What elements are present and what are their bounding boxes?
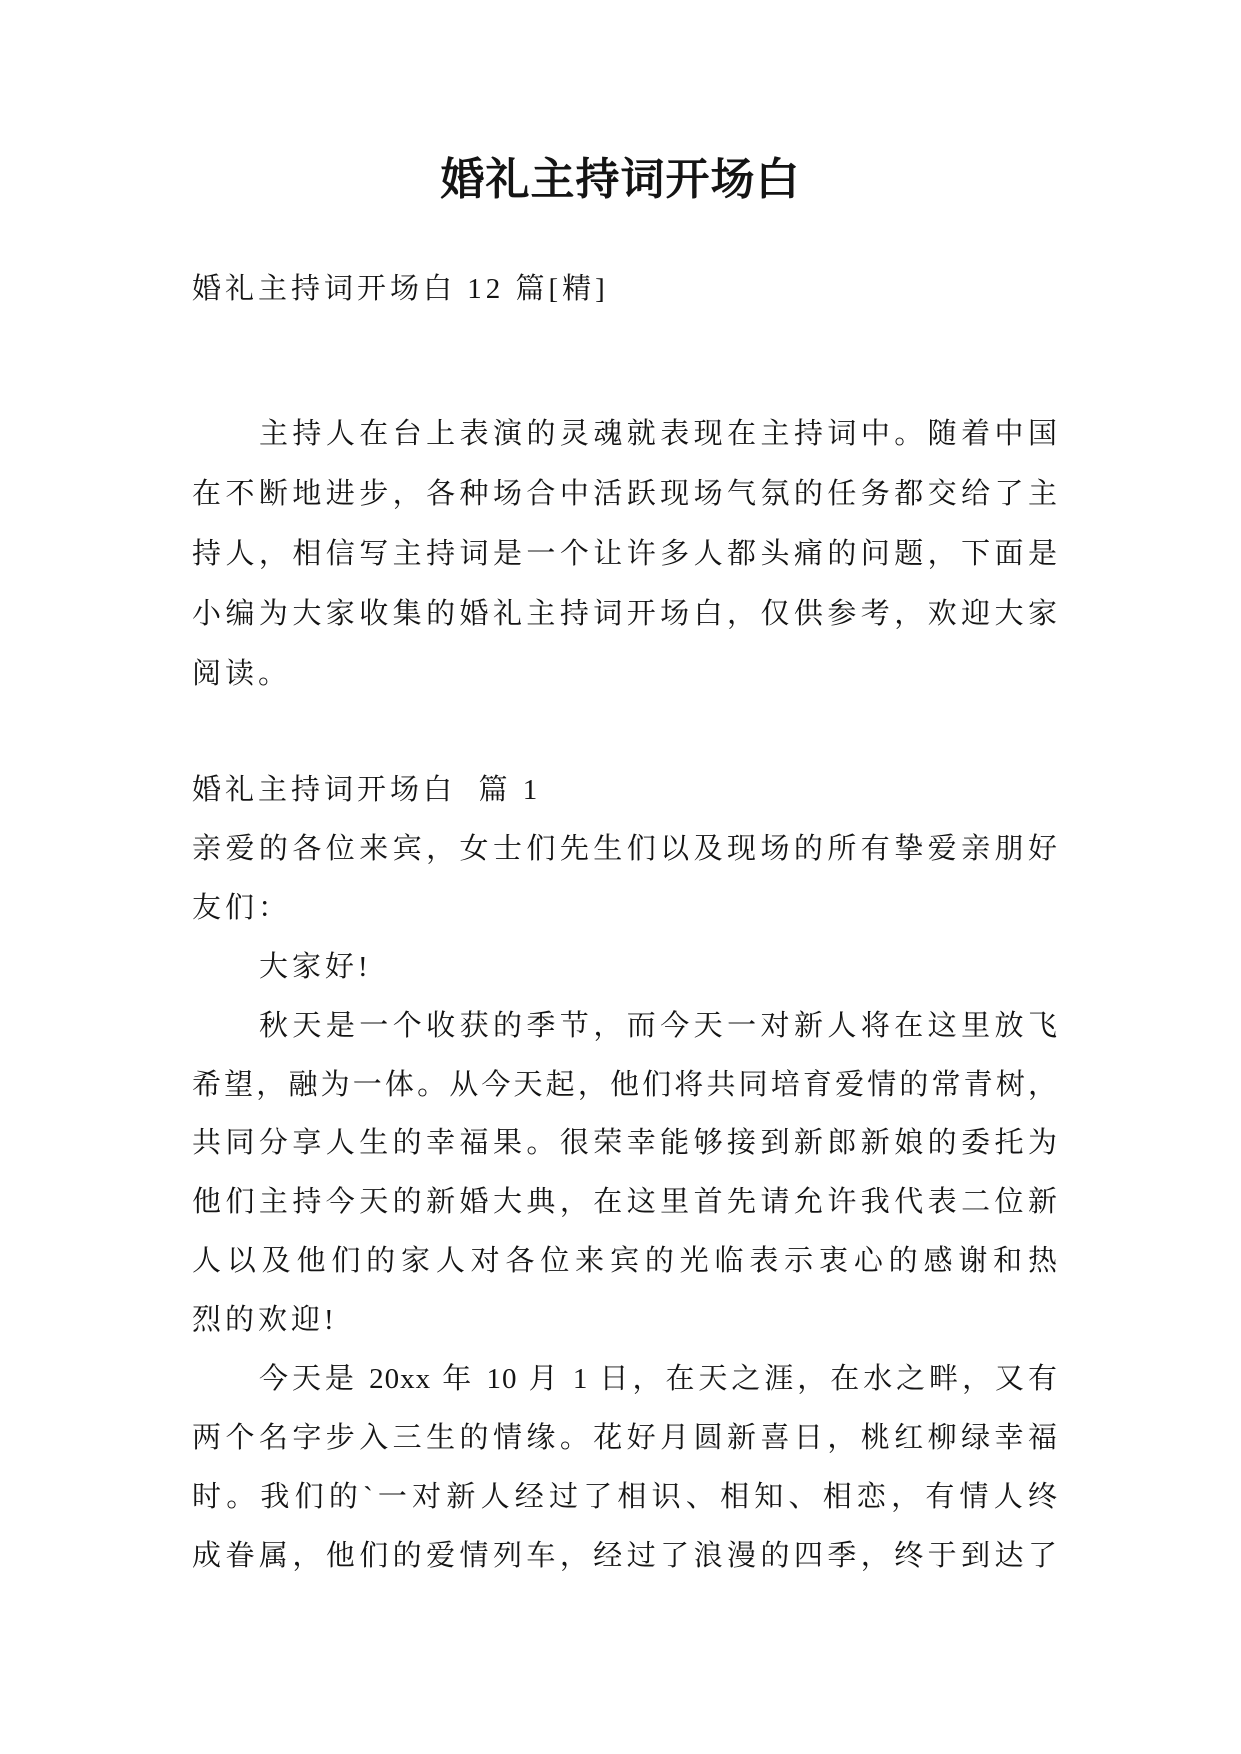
paragraph-line: 时。我们的`一对新人经过了相识、相知、相恋，有情人终 (192, 1480, 1058, 1513)
section-heading: 婚礼主持词开场白 篇 1 (192, 774, 542, 806)
paragraph-line: 人以及他们的家人对各位来宾的光临表示衷心的感谢和热 (192, 1245, 1058, 1278)
paragraph-line: 成眷属，他们的爱情列车，经过了浪漫的四季，终于到达了 (192, 1539, 1058, 1572)
paragraph-line: 希望，融为一体。从今天起，他们将共同培育爱情的常青树， (192, 1068, 1058, 1101)
section-1 (192, 761, 1058, 1586)
document-subtitle: 婚礼主持词开场白 12 篇[精] (192, 273, 609, 305)
salutation-line: 大家好! (259, 950, 372, 983)
document-title: 婚礼主持词开场白 (440, 155, 801, 204)
intro-line: 阅读。 (192, 658, 292, 690)
paragraph-line: 两个名字步入三生的情缘。花好月圆新喜日，桃红柳绿幸福 (192, 1421, 1058, 1454)
paragraph-line: 烈的欢迎! (192, 1304, 338, 1337)
intro-paragraph (192, 404, 1058, 704)
intro-line: 在不断地进步，各种场合中活跃现场气氛的任务都交给了主 (192, 478, 1058, 510)
intro-line: 小编为大家收集的婚礼主持词开场白，仅供参考，欢迎大家 (192, 598, 1058, 630)
intro-line: 主持人在台上表演的灵魂就表现在主持词中。随着中国 (259, 418, 1058, 450)
document-subtitle-block (192, 260, 1058, 319)
paragraph-line: 秋天是一个收获的季节，而今天一对新人将在这里放飞 (259, 1009, 1058, 1042)
intro-line: 持人，相信写主持词是一个让许多人都头痛的问题，下面是 (192, 538, 1058, 570)
greeting-line: 友们： (192, 891, 292, 924)
greeting-line: 亲爱的各位来宾，女士们先生们以及现场的所有挚爱亲朋好 (192, 832, 1058, 865)
paragraph-line: 他们主持今天的新婚大典，在这里首先请允许我代表二位新 (192, 1186, 1058, 1219)
paragraph-line: 今天是 20xx 年 10 月 1 日，在天之涯，在水之畔，又有 (259, 1363, 1058, 1396)
paragraph-line: 共同分享人生的幸福果。很荣幸能够接到新郎新娘的委托为 (192, 1127, 1058, 1160)
